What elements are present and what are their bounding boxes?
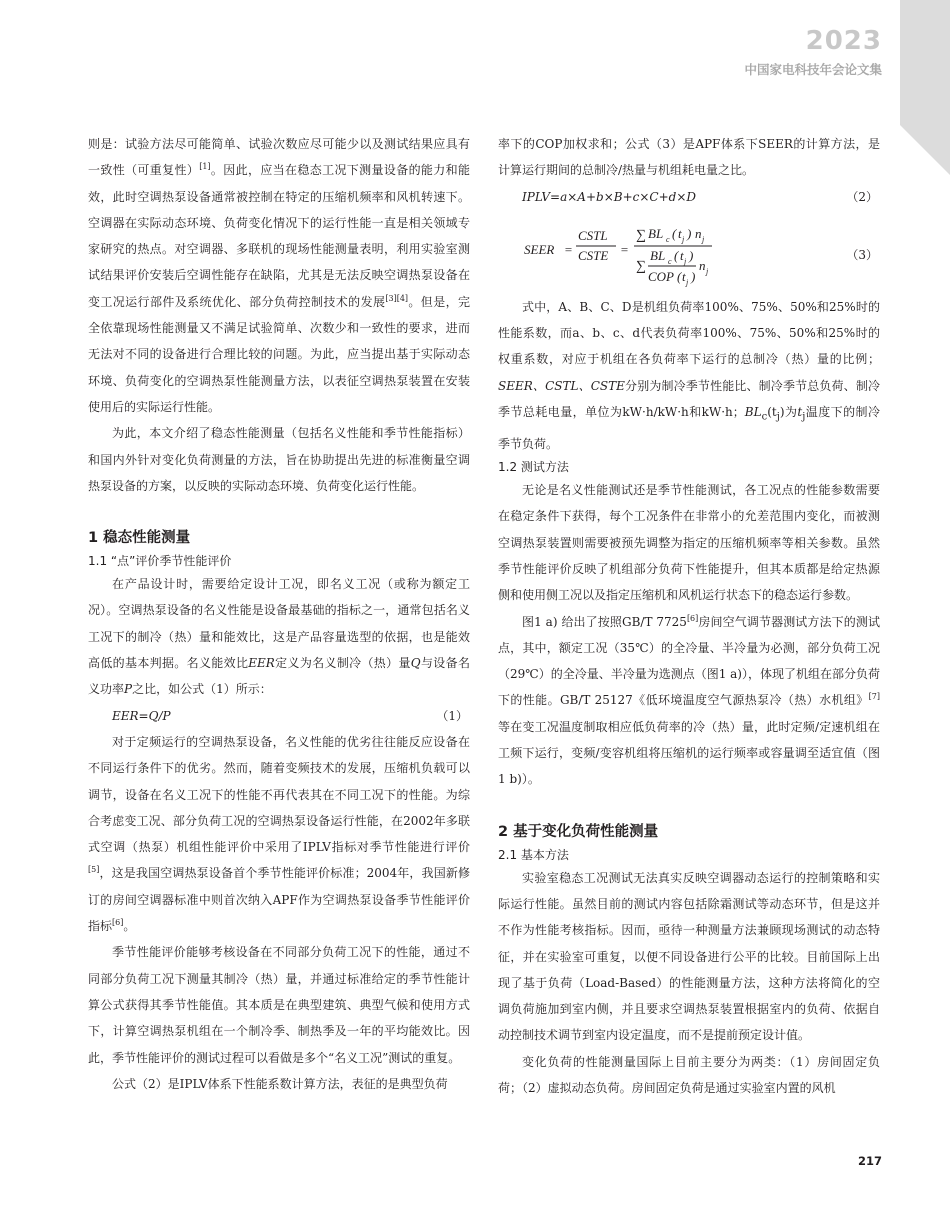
paragraph-figure-ref: 图1 a) 给出了按照GB/T 7725[6]房间空气调节器测试方法下的测试点，其中，额定工况（35℃）的全冷量、半冷量为必测，部分负荷工况（29℃）的全冷量、半冷量为选测点（图1 a)），体现了机组在部分负荷下的性能。GB/T 25127《低环境温度空气源热泵冷（热）水机组》[7]等在变工况温度制取相应低负荷率的冷（热）量，此时定频/定速机组在工频下运行，变频/变容机组将压缩机的运行频率或容量调至适宜值（图1 b)）。 [498, 613, 880, 787]
svg-text:n: n [695, 225, 702, 241]
citation: [6] [686, 613, 699, 623]
citation: [1] [199, 162, 211, 172]
equation-3-graphic [498, 210, 880, 294]
svg-text:BL: BL [650, 247, 666, 263]
svg-text:): ) [689, 247, 694, 263]
paragraph-purpose: 为此，本文介绍了稳态性能测量（包括名义性能和季节性能指标）和国内外针对变化负荷测量的方法，旨在协助提出先进的标准衡量空调热泵设备的方案，以反映的实际动态环境、负荷变化运行性能。 [88, 426, 470, 493]
subsection-heading-2-1: 2.1 基本方法 [498, 847, 569, 862]
section-heading-2: 2 基于变化负荷性能测量 [498, 823, 659, 840]
svg-text:j: j [702, 234, 705, 244]
svg-text:j: j [686, 277, 689, 287]
subsection-heading-1-2: 1.2 测试方法 [498, 460, 569, 475]
right-column [498, 131, 880, 1101]
svg-text:j: j [682, 234, 685, 244]
paragraph-basic-method: 实验室稳态工况测试无法真实反映空调器动态运行的控制策略和实际运行性能。虽然目前的测试内容包括除霜测试等动态环节，但是这并不作为性能考核指标。因而，亟待一种测量方法兼顾现场测试的动态特征，并在实验室可重复，以便不同设备进行公平的比较。目前国际上出现了基于负荷（Load-Based）的性能测量方法，这种方法将简化的空调负荷施加到室内侧，并且要求空调热泵装置根据室内的负荷、依据自动控制技术调节到室内设定温度，而不是提前预定设计值。 [498, 870, 880, 1043]
paragraph-formula2: 公式（2）是IPLV体系下性能系数计算方法，表征的是典型负荷 [112, 1076, 448, 1091]
svg-text:BL: BL [648, 225, 664, 241]
page-corner-fold [900, 125, 950, 175]
header-year: 2023 [805, 26, 882, 56]
svg-text:COP: COP [648, 268, 674, 284]
citation: [6] [112, 918, 124, 928]
left-column [88, 131, 470, 1097]
paragraph-seasonal-eval: 季节性能评价能够考核设备在不同部分负荷工况下的性能，通过不同部分负荷工况下测量其制冷（热）量，并通过标准给定的季节性能计算公式获得其季节性能值。其本质是在典型建筑、典型气候和使用方式下，计算空调热泵机组在一个制冷季、制热季及一年的平均能效比。因此，季节性能评价的测试过程可以看做是多个“名义工况”测试的重复。 [88, 945, 470, 1065]
section-heading-1: 1 稳态性能测量 [88, 530, 191, 547]
svg-text:∑: ∑ [636, 227, 646, 243]
equation-number: （2） [846, 189, 878, 204]
svg-text:CSTE: CSTE [578, 247, 609, 263]
equation-2: IPLV=a×A+b×B+c×C+d×D （2） [498, 184, 880, 210]
svg-text:t: t [678, 225, 682, 241]
svg-text:c: c [668, 256, 672, 266]
svg-text:t: t [680, 247, 684, 263]
equation-1: EER=Q/P （1） [88, 703, 470, 729]
svg-text:): ) [687, 225, 692, 241]
svg-text:): ) [691, 268, 696, 284]
paragraph-variables: 式中，A、B、C、D是机组负荷率100%、75%、50%和25%时的性能系数，而a、b、c、d代表负荷率100%、75%、50%和25%时的权重系数，对应于机组在各负荷率下运行的总制冷（热）量的比例；SEER、CSTL、CSTE分别为制冷季节性能比、制冷季节总负荷、制冷季节总耗电量，单位为kW·h/kW·h和kW·h；$BL_c(t_j)$为$t_j$温度下的制冷季节负荷。 [498, 299, 880, 451]
svg-text:j: j [706, 266, 709, 276]
paragraph-nominal: 在产品设计时，需要给定设计工况，即名义工况（或称为额定工况）。空调热泵设备的名义性能是设备最基础的指标之一，通常包括名义工况下的制冷（热）量和能效比，这是产品容量选型的依据，也是能效高低的基本判据。名义能效比EER定义为名义制冷（热）量Q与设备名义功率P之比，如公式（1）所示： [88, 577, 470, 697]
svg-text:n: n [699, 257, 706, 273]
paragraph-seasonal: 对于定频运行的空调热泵设备，名义性能的优劣往往能反应设备在不同运行条件下的优劣。然而，随着变频技术的发展，压缩机负载可以调节，设备在名义工况下的性能不再代表其在不同工况下的性能。为综合考虑变工况、部分负荷工况的空调热泵设备运行性能，在2002年多联式空调（热泵）机组性能评价中采用了IPLV指标对季节性能进行评价[5]，这是我国空调热泵设备首个季节性能评价标准；2004年，我国新修订的房间空调器标准中则首次纳入APF作为空调热泵设备季节性能评价指标[6]。 [88, 734, 470, 934]
equation-number: （3） [846, 247, 878, 262]
paragraph-load-types: 变化负荷的性能测量国际上目前主要分为两类：（1）房间固定负荷；（2）虚拟动态负荷。房间固定负荷是通过实验室内置的风机 [498, 1054, 880, 1095]
svg-text:=: = [564, 241, 573, 257]
svg-text:∑: ∑ [636, 258, 646, 274]
svg-text:(: ( [674, 247, 679, 263]
paragraph-intro-cont: 则是：试验方法尽可能简单、试验次数应尽可能少以及测试结果应具有一致性（可重复性）[1]。因此，应当在稳态工况下测量设备的能力和能效，此时空调热泵设备通常被控制在特定的压缩机频率和风机转速下。空调器在实际动态环境、负荷变化情况下的运行性能一直是相关领域专家研究的热点。对空调器、多联机的现场性能测量表明，利用实验室测试结果评价安装后空调性能存在缺陷，尤其是无法反映空调热泵设备在变工况运行部件及系统优化、部分负荷控制技术的发展[3][4]。但是，完全依靠现场性能测量又不满足试验简单、次数少和一致性的要求，进而无法对不同的设备进行合理比较的问题。为此，应当提出基于实际动态环境、负荷变化的空调热泵性能测量方法，以表征空调热泵装置在安装使用后的实际运行性能。 [88, 137, 470, 414]
citation: [5] [88, 865, 100, 875]
equation-3 [498, 210, 880, 294]
svg-text:c: c [666, 234, 670, 244]
svg-text:SEER: SEER [524, 241, 555, 257]
equation-number: （1） [436, 708, 468, 723]
paragraph-test-method: 无论是名义性能测试还是季节性能测试，各工况点的性能参数需要在稳定条件下获得，每个工况条件在非常小的允差范围内变化，而被测空调热泵装置则需要被预先调整为指定的压缩机频率等相关参数。虽然季节性能评价反映了机组部分负荷下性能提升，但其本质都是给定热源侧和使用侧工况以及指定压缩机和风机运行状态下的稳态运行参数。 [498, 483, 880, 603]
svg-text:j: j [684, 256, 687, 266]
svg-text:(: ( [672, 225, 677, 241]
svg-text:(: ( [677, 268, 682, 284]
header-title: 中国家电科技年会论文集 [744, 62, 882, 77]
citation: [3][4] [385, 293, 409, 303]
page-number: 217 [857, 1154, 882, 1168]
svg-text:t: t [682, 268, 686, 284]
paragraph-weighted: 率下的COP加权求和；公式（3）是APF体系下SEER的计算方法，是计算运行期间的总制冷/热量与机组耗电量之比。 [498, 137, 880, 178]
page-corner-tab [900, 0, 950, 125]
svg-text:=: = [620, 241, 629, 257]
citation: [7] [868, 692, 880, 702]
subsection-heading-1-1: 1.1 “点”评价季节性能评价 [88, 554, 232, 569]
svg-text:CSTL: CSTL [578, 227, 608, 243]
